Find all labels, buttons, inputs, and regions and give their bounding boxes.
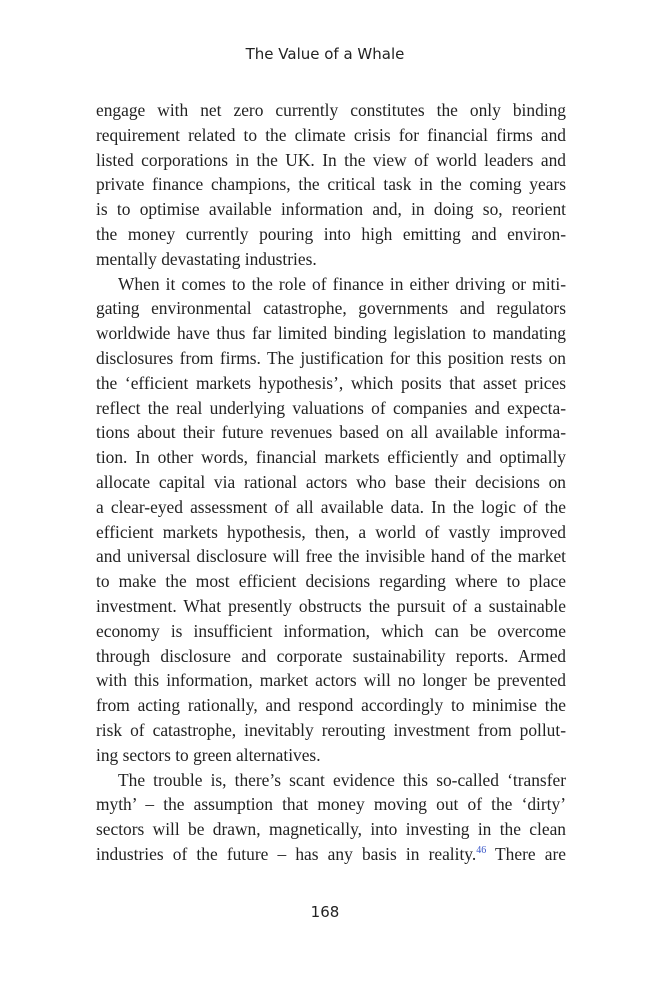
text-line: sectors will be drawn, magnetically, into investing in the clean xyxy=(96,819,566,840)
text-line-with-footnote xyxy=(96,842,566,867)
text-line: and universal disclosure will free the invisible hand of the market xyxy=(96,546,566,567)
text-line: ing sectors to green alternatives. xyxy=(96,744,321,765)
text-line: the ‘efficient markets hypothesis’, which posits that asset prices xyxy=(96,372,566,393)
text-line: engage with net zero currently constitutes the only binding xyxy=(96,100,566,120)
text-line: tion. In other words, financial markets efficiently and optimally xyxy=(96,447,566,468)
text-segment: There are xyxy=(486,843,566,864)
text-line: reflect the real underlying valuations of companies and expecta- xyxy=(96,397,566,418)
body-text xyxy=(96,98,566,867)
text-line: disclosures from firms. The justification for this position rests on xyxy=(96,347,566,368)
text-line: through disclosure and corporate sustainability reports. Armed xyxy=(96,645,566,666)
text-line: to make the most efficient decisions regarding where to place xyxy=(96,571,566,592)
running-head: The Value of a Whale xyxy=(245,45,405,63)
text-line: gating environmental catastrophe, governments and regulators xyxy=(96,298,566,319)
text-line: economy is insufficient information, which can be overcome xyxy=(96,620,566,641)
text-line: with this information, market actors will no longer be prevented xyxy=(96,670,566,691)
paragraph-first-line: The trouble is, there’s scant evidence this so-called ‘transfer xyxy=(118,769,566,790)
footnote-reference[interactable]: 46 xyxy=(476,844,487,856)
text-line: allocate capital via rational actors who base their decisions on xyxy=(96,471,566,492)
text-line: the money currently pouring into high emitting and environ- xyxy=(96,223,566,244)
text-line: myth’ – the assumption that money moving out of the ‘dirty’ xyxy=(96,794,566,815)
page-number: 168 xyxy=(310,903,340,921)
text-line: mentally devastating industries. xyxy=(96,248,317,269)
text-line: tions about their future revenues based on all available informa- xyxy=(96,422,566,443)
text-line: private finance champions, the critical task in the coming years xyxy=(96,174,566,195)
text-line: is to optimise available information and, in doing so, reorient xyxy=(96,199,566,220)
text-line: worldwide have thus far limited binding legislation to mandating xyxy=(96,323,566,344)
text-line: listed corporations in the UK. In the view of world leaders and xyxy=(96,149,566,170)
text-line: requirement related to the climate crisis for financial firms and xyxy=(96,124,566,145)
text-line: investment. What presently obstructs the pursuit of a sustainable xyxy=(96,595,566,616)
text-line: efficient markets hypothesis, then, a world of vastly improved xyxy=(96,521,566,542)
text-segment: industries of the future – has any basis in reality. xyxy=(96,843,477,864)
text-line: from acting rationally, and respond accordingly to minimise the xyxy=(96,695,566,716)
text-line: a clear-eyed assessment of all available data. In the logic of the xyxy=(96,496,566,517)
paragraph-first-line: When it comes to the role of finance in either driving or miti- xyxy=(118,273,566,294)
text-line: risk of catastrophe, inevitably rerouting investment from pollut- xyxy=(96,719,566,740)
